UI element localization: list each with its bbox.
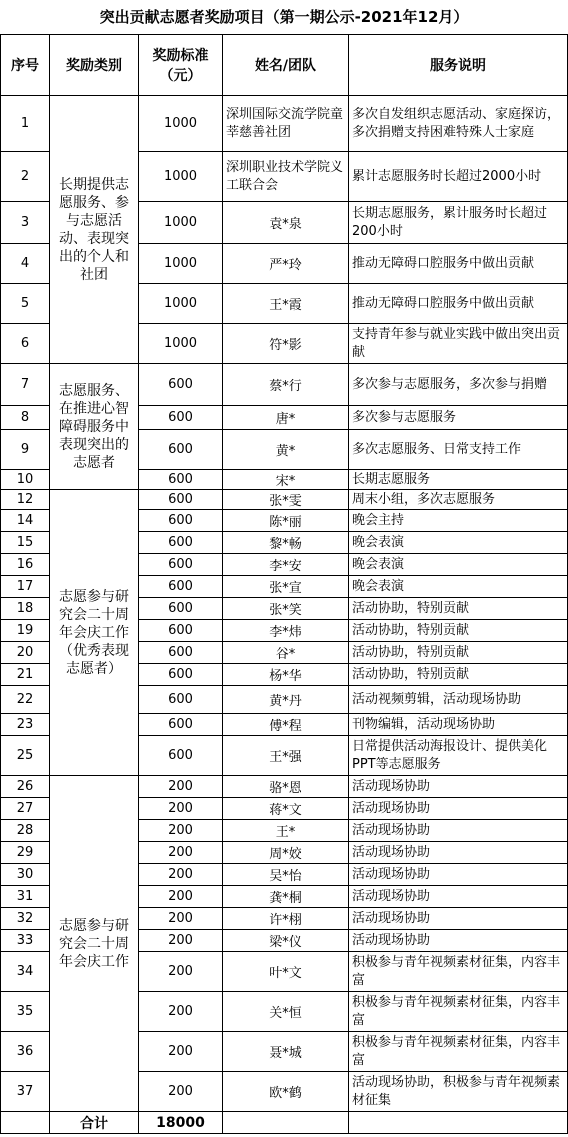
award-amount: 600 — [139, 664, 223, 686]
recipient-name: 黄* — [223, 430, 349, 470]
row-number: 15 — [1, 532, 50, 554]
row-number: 21 — [1, 664, 50, 686]
row-number: 5 — [1, 284, 50, 324]
award-amount: 200 — [139, 798, 223, 820]
service-description: 晚会主持 — [349, 510, 568, 532]
row-number: 18 — [1, 598, 50, 620]
recipient-name: 黎*畅 — [223, 532, 349, 554]
recipient-name: 关*恒 — [223, 992, 349, 1032]
recipient-name: 蒋*文 — [223, 798, 349, 820]
award-amount: 600 — [139, 620, 223, 642]
recipient-name: 杨*华 — [223, 664, 349, 686]
service-description: 活动现场协助，积极参与青年视频素材征集 — [349, 1072, 568, 1112]
total-amount: 18000 — [139, 1112, 223, 1134]
service-description: 多次参与志愿服务 — [349, 406, 568, 430]
award-amount: 600 — [139, 406, 223, 430]
award-amount: 200 — [139, 864, 223, 886]
recipient-name: 蔡*行 — [223, 364, 349, 406]
row-number: 32 — [1, 908, 50, 930]
recipient-name: 骆*恩 — [223, 776, 349, 798]
row-number: 1 — [1, 96, 50, 152]
service-description: 活动现场协助 — [349, 864, 568, 886]
header-amount: 奖励标准 （元） — [139, 35, 223, 96]
award-amount: 200 — [139, 776, 223, 798]
service-description: 多次参与志愿服务，多次参与捐赠 — [349, 364, 568, 406]
service-description: 刊物编辑，活动现场协助 — [349, 714, 568, 736]
table-row — [1, 96, 568, 152]
row-number: 9 — [1, 430, 50, 470]
recipient-name: 叶*文 — [223, 952, 349, 992]
row-number: 28 — [1, 820, 50, 842]
header-name: 姓名/团队 — [223, 35, 349, 96]
recipient-name: 傅*程 — [223, 714, 349, 736]
row-number: 26 — [1, 776, 50, 798]
award-amount: 600 — [139, 532, 223, 554]
row-number: 10 — [1, 470, 50, 490]
award-amount: 1000 — [139, 244, 223, 284]
award-amount: 200 — [139, 1032, 223, 1072]
award-amount: 1000 — [139, 324, 223, 364]
recipient-name: 唐* — [223, 406, 349, 430]
total-empty — [223, 1112, 349, 1134]
table-body — [1, 96, 568, 1134]
service-description: 活动现场协助 — [349, 798, 568, 820]
award-amount: 200 — [139, 992, 223, 1032]
recipient-name: 黄*丹 — [223, 686, 349, 714]
recipient-name: 张*笑 — [223, 598, 349, 620]
service-description: 活动现场协助 — [349, 908, 568, 930]
award-table — [0, 34, 568, 1134]
header-desc: 服务说明 — [349, 35, 568, 96]
award-amount: 600 — [139, 598, 223, 620]
row-number: 7 — [1, 364, 50, 406]
header-category: 奖励类别 — [50, 35, 139, 96]
row-number: 34 — [1, 952, 50, 992]
row-number: 3 — [1, 202, 50, 244]
service-description: 晚会表演 — [349, 576, 568, 598]
recipient-name: 深圳国际交流学院童莘慈善社团 — [223, 96, 349, 152]
award-amount: 600 — [139, 510, 223, 532]
service-description: 积极参与青年视频素材征集，内容丰富 — [349, 1032, 568, 1072]
row-number: 25 — [1, 736, 50, 776]
service-description: 多次自发组织志愿活动、家庭探访，多次捐赠支持困难特殊人士家庭 — [349, 96, 568, 152]
service-description: 晚会表演 — [349, 554, 568, 576]
recipient-name: 谷* — [223, 642, 349, 664]
service-description: 活动协助，特别贡献 — [349, 598, 568, 620]
table-row — [1, 364, 568, 406]
award-amount: 1000 — [139, 202, 223, 244]
recipient-name: 严*玲 — [223, 244, 349, 284]
service-description: 活动协助，特别贡献 — [349, 664, 568, 686]
recipient-name: 欧*鹤 — [223, 1072, 349, 1112]
recipient-name: 袁*泉 — [223, 202, 349, 244]
total-empty — [1, 1112, 50, 1134]
recipient-name: 吴*怡 — [223, 864, 349, 886]
service-description: 多次志愿服务、日常支持工作 — [349, 430, 568, 470]
service-description: 推动无障碍口腔服务中做出贡献 — [349, 244, 568, 284]
recipient-name: 周*姣 — [223, 842, 349, 864]
recipient-name: 聂*城 — [223, 1032, 349, 1072]
award-amount: 1000 — [139, 284, 223, 324]
row-number: 37 — [1, 1072, 50, 1112]
award-amount: 200 — [139, 930, 223, 952]
award-amount: 600 — [139, 554, 223, 576]
service-description: 活动协助，特别贡献 — [349, 642, 568, 664]
award-amount: 600 — [139, 736, 223, 776]
header-no: 序号 — [1, 35, 50, 96]
header-row — [1, 35, 568, 96]
recipient-name: 王*强 — [223, 736, 349, 776]
total-label: 合计 — [50, 1112, 139, 1134]
award-amount: 200 — [139, 908, 223, 930]
award-amount: 600 — [139, 470, 223, 490]
service-description: 长期志愿服务，累计服务时长超过200小时 — [349, 202, 568, 244]
recipient-name: 深圳职业技术学院义工联合会 — [223, 152, 349, 202]
total-row — [1, 1112, 568, 1134]
service-description: 活动视频剪辑，活动现场协助 — [349, 686, 568, 714]
award-amount: 600 — [139, 686, 223, 714]
row-number: 4 — [1, 244, 50, 284]
recipient-name: 龚*桐 — [223, 886, 349, 908]
award-amount: 600 — [139, 364, 223, 406]
service-description: 活动现场协助 — [349, 842, 568, 864]
row-number: 6 — [1, 324, 50, 364]
row-number: 29 — [1, 842, 50, 864]
award-amount: 600 — [139, 490, 223, 510]
recipient-name: 宋* — [223, 470, 349, 490]
award-amount: 200 — [139, 1072, 223, 1112]
service-description: 活动现场协助 — [349, 820, 568, 842]
service-description: 积极参与青年视频素材征集，内容丰富 — [349, 992, 568, 1032]
recipient-name: 李*安 — [223, 554, 349, 576]
category-cell: 志愿服务、在推进心智障碍服务中表现突出的志愿者 — [50, 364, 139, 490]
service-description: 周末小组，多次志愿服务 — [349, 490, 568, 510]
row-number: 16 — [1, 554, 50, 576]
row-number: 30 — [1, 864, 50, 886]
row-number: 2 — [1, 152, 50, 202]
row-number: 33 — [1, 930, 50, 952]
award-amount: 600 — [139, 714, 223, 736]
award-amount: 1000 — [139, 152, 223, 202]
award-amount: 200 — [139, 842, 223, 864]
row-number: 19 — [1, 620, 50, 642]
service-description: 活动现场协助 — [349, 776, 568, 798]
award-amount: 1000 — [139, 96, 223, 152]
award-amount: 600 — [139, 430, 223, 470]
recipient-name: 陈*丽 — [223, 510, 349, 532]
row-number: 14 — [1, 510, 50, 532]
service-description: 累计志愿服务时长超过2000小时 — [349, 152, 568, 202]
total-empty — [349, 1112, 568, 1134]
row-number: 31 — [1, 886, 50, 908]
service-description: 晚会表演 — [349, 532, 568, 554]
recipient-name: 李*炜 — [223, 620, 349, 642]
page-title: 突出贡献志愿者奖励项目（第一期公示-2021年12月） — [99, 8, 469, 26]
row-number: 27 — [1, 798, 50, 820]
recipient-name: 王* — [223, 820, 349, 842]
service-description: 推动无障碍口腔服务中做出贡献 — [349, 284, 568, 324]
service-description: 日常提供活动海报设计、提供美化PPT等志愿服务 — [349, 736, 568, 776]
service-description: 活动现场协助 — [349, 930, 568, 952]
row-number: 12 — [1, 490, 50, 510]
category-cell: 长期提供志愿服务、参与志愿活动、表现突出的个人和社团 — [50, 96, 139, 364]
row-number: 17 — [1, 576, 50, 598]
service-description: 活动协助，特别贡献 — [349, 620, 568, 642]
recipient-name: 王*霞 — [223, 284, 349, 324]
recipient-name: 梁*仪 — [223, 930, 349, 952]
table-row — [1, 776, 568, 798]
row-number: 35 — [1, 992, 50, 1032]
award-amount: 200 — [139, 952, 223, 992]
row-number: 20 — [1, 642, 50, 664]
row-number: 8 — [1, 406, 50, 430]
table-row — [1, 490, 568, 510]
service-description: 支持青年参与就业实践中做出突出贡献 — [349, 324, 568, 364]
row-number: 22 — [1, 686, 50, 714]
recipient-name: 张*宣 — [223, 576, 349, 598]
service-description: 活动现场协助 — [349, 886, 568, 908]
category-cell: 志愿参与研究会二十周年会庆工作 — [50, 776, 139, 1112]
recipient-name: 张*雯 — [223, 490, 349, 510]
row-number: 36 — [1, 1032, 50, 1072]
award-amount: 600 — [139, 576, 223, 598]
recipient-name: 许*栩 — [223, 908, 349, 930]
category-cell: 志愿参与研究会二十周年会庆工作（优秀表现志愿者） — [50, 490, 139, 776]
recipient-name: 符*影 — [223, 324, 349, 364]
row-number: 23 — [1, 714, 50, 736]
award-amount: 200 — [139, 886, 223, 908]
award-amount: 600 — [139, 642, 223, 664]
service-description: 积极参与青年视频素材征集，内容丰富 — [349, 952, 568, 992]
award-amount: 200 — [139, 820, 223, 842]
service-description: 长期志愿服务 — [349, 470, 568, 490]
